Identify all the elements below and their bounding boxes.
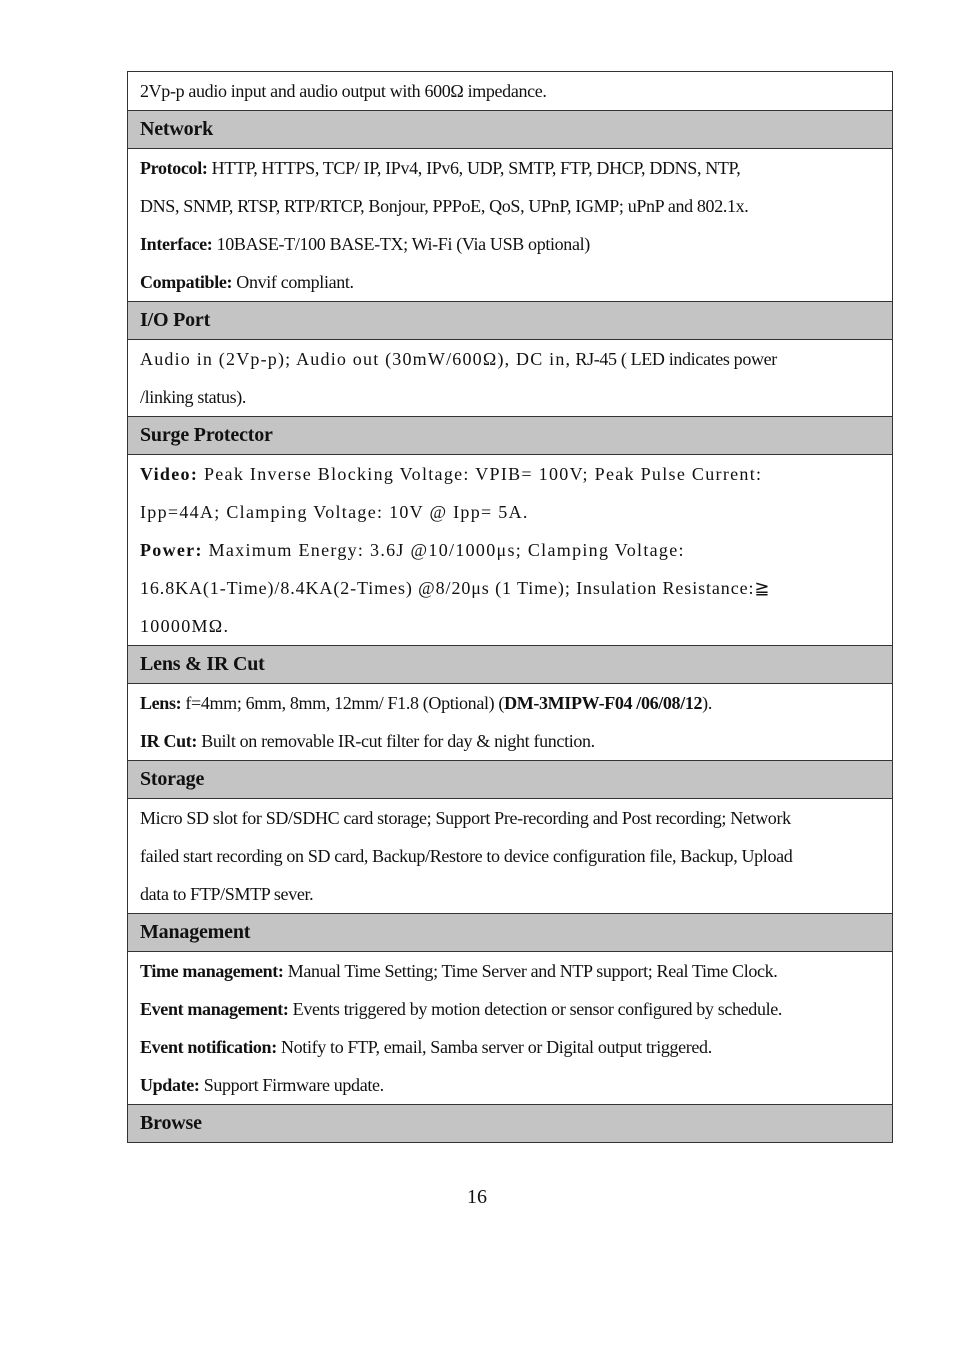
network-compatible-line: Compatible: Onvif compliant. bbox=[140, 272, 354, 292]
io-port-header bbox=[128, 302, 893, 340]
ircut-line: IR Cut: Built on removable IR-cut filter for day & night function. bbox=[140, 731, 595, 751]
management-header bbox=[128, 914, 893, 952]
power-label: Power: bbox=[140, 540, 203, 560]
intro-cell bbox=[128, 72, 893, 111]
video-label: Video: bbox=[140, 464, 199, 484]
surge-power-line3: 10000MΩ. bbox=[140, 616, 230, 636]
lens-line: Lens: f=4mm; 6mm, 8mm, 12mm/ F1.8 (Optional) (DM-3MIPW-F04 /06/08/12). bbox=[140, 693, 712, 713]
page-number: 16 bbox=[467, 1186, 487, 1208]
surge-power-line2: 16.8KA(1-Time)/8.4KA(2-Times) @8/20μs (1 Time); Insulation Resistance:≧ bbox=[140, 578, 771, 598]
lens-heading: Lens & IR Cut bbox=[128, 646, 893, 684]
network-interface-line: Interface: 10BASE-T/100 BASE-TX; Wi-Fi (Via USB optional) bbox=[140, 234, 590, 254]
management-update-line: Update: Support Firmware update. bbox=[140, 1075, 384, 1095]
intro-row bbox=[128, 72, 893, 111]
storage-line1: Micro SD slot for SD/SDHC card storage; Support Pre-recording and Post recording; Network bbox=[140, 808, 791, 828]
lens-body bbox=[128, 684, 893, 761]
network-heading: Network bbox=[128, 111, 893, 149]
intro-text: 2Vp-p audio input and audio output with 600Ω impedance. bbox=[140, 81, 547, 101]
management-event-line: Event management: Events triggered by motion detection or sensor configured by schedule. bbox=[140, 999, 783, 1019]
io-port-heading: I/O Port bbox=[128, 302, 893, 340]
network-header bbox=[128, 111, 893, 149]
surge-power-line1: Power: Maximum Energy: 3.6J @10/1000μs; Clamping Voltage: bbox=[140, 540, 685, 560]
storage-line2: failed start recording on SD card, Backup/Restore to device configuration file, Backup, Upload bbox=[140, 846, 793, 866]
lens-model: DM-3MIPW-F04 /06/08/12 bbox=[504, 693, 703, 713]
ircut-label: IR Cut: bbox=[140, 731, 198, 751]
storage-line3: data to FTP/SMTP sever. bbox=[140, 884, 314, 904]
protocol-label: Protocol: bbox=[140, 158, 208, 178]
storage-body bbox=[128, 799, 893, 914]
notify-label: Event notification: bbox=[140, 1037, 277, 1057]
surge-video-line2: Ipp=44A; Clamping Voltage: 10V @ Ipp= 5A. bbox=[140, 502, 529, 522]
lens-label: Lens: bbox=[140, 693, 182, 713]
time-label: Time management: bbox=[140, 961, 284, 981]
interface-label: Interface: bbox=[140, 234, 213, 254]
browse-header bbox=[128, 1105, 893, 1143]
io-port-line2: /linking status). bbox=[140, 387, 247, 407]
management-notify-line: Event notification: Notify to FTP, email, Samba server or Digital output triggered. bbox=[140, 1037, 712, 1057]
event-label: Event management: bbox=[140, 999, 289, 1019]
browse-heading: Browse bbox=[128, 1105, 893, 1143]
storage-heading: Storage bbox=[128, 761, 893, 799]
compatible-label: Compatible: bbox=[140, 272, 233, 292]
update-label: Update: bbox=[140, 1075, 200, 1095]
surge-body bbox=[128, 455, 893, 646]
storage-header bbox=[128, 761, 893, 799]
network-protocol-line1: Protocol: HTTP, HTTPS, TCP/ IP, IPv4, IPv6, UDP, SMTP, FTP, DHCP, DDNS, NTP, bbox=[140, 158, 741, 178]
surge-header bbox=[128, 417, 893, 455]
lens-header bbox=[128, 646, 893, 684]
io-port-body bbox=[128, 340, 893, 417]
network-protocol-line2: DNS, SNMP, RTSP, RTP/RTCP, Bonjour, PPPoE, QoS, UPnP, IGMP; uPnP and 802.1x. bbox=[140, 196, 749, 216]
surge-video-line1: Video: Peak Inverse Blocking Voltage: VPIB= 100V; Peak Pulse Current: bbox=[140, 464, 763, 484]
spec-table bbox=[127, 71, 893, 1143]
surge-heading: Surge Protector bbox=[128, 417, 893, 455]
management-heading: Management bbox=[128, 914, 893, 952]
io-port-line1: Audio in (2Vp-p); Audio out (30mW/600Ω), DC in, RJ-45 ( LED indicates power bbox=[140, 349, 777, 369]
management-body bbox=[128, 952, 893, 1105]
management-time-line: Time management: Manual Time Setting; Time Server and NTP support; Real Time Clock. bbox=[140, 961, 778, 981]
network-body bbox=[128, 149, 893, 302]
